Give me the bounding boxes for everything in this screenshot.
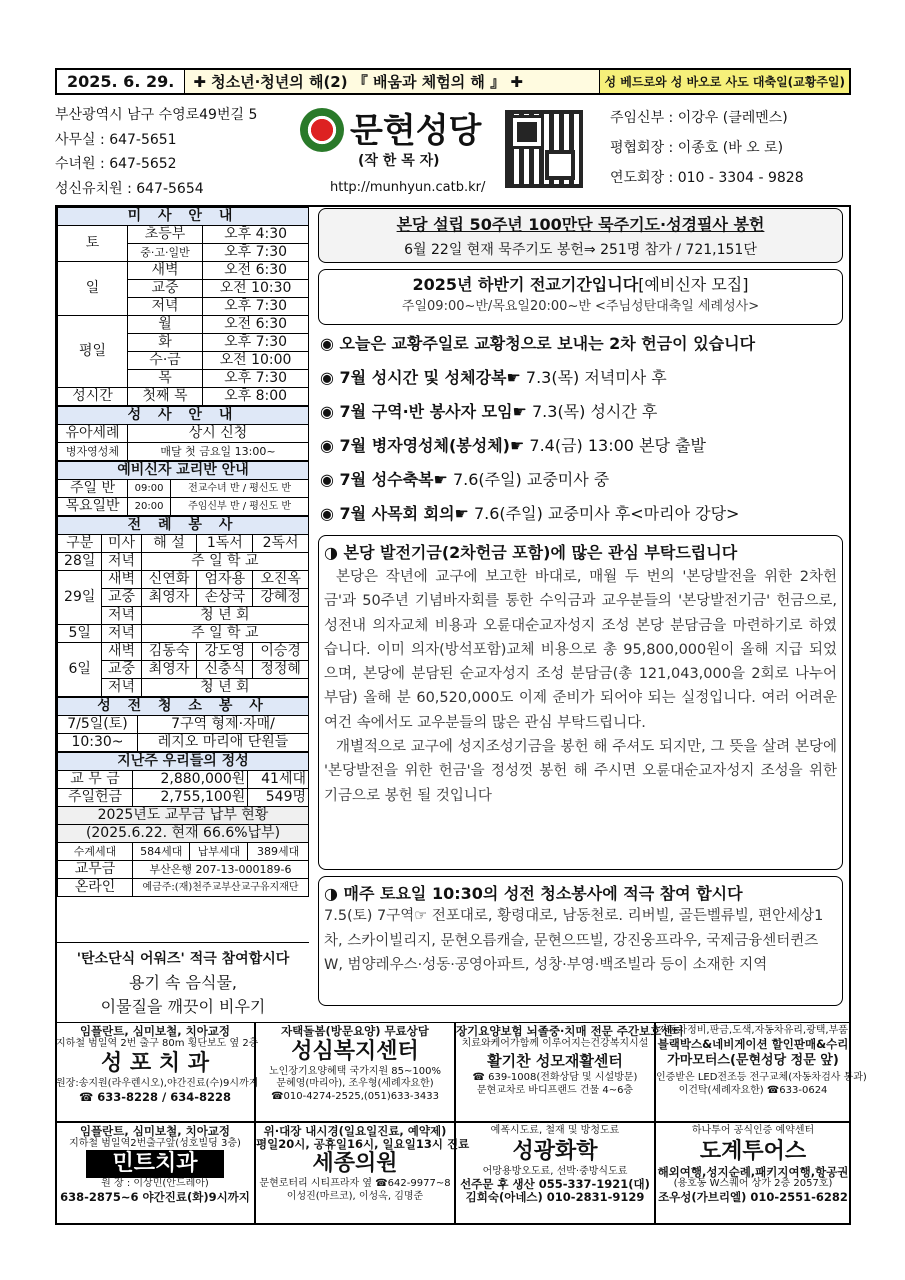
address: 부산광역시 남구 수영로49번길 5 [55, 107, 258, 123]
ad-sejong-clinic[interactable]: 위·대장 내시경(일요일진료, 예약제) 평일20시, 공휴일16시, 일요일13시 진료 세종의원 문현로터리 시티프라자 옆 ☎642-9977~8 이성진(마르코), 이성옥, 김명준 [255, 1122, 455, 1225]
header-bar [55, 68, 851, 95]
cell: 주일헌금 [58, 789, 133, 807]
cell: 새벽 [128, 262, 203, 280]
offering-title: 지난주 우리들의 정성 [58, 753, 309, 771]
development-fund-box [318, 535, 843, 870]
cell: 저녁 [128, 298, 203, 316]
cell: 매달 첫 금요일 13:00~ [128, 443, 309, 461]
cell: 2독서 [253, 535, 309, 553]
cell: 김동숙 [141, 643, 197, 661]
cell: 목 [128, 370, 203, 388]
cell: 구분 [58, 535, 102, 553]
anniversary-title: 본당 설립 50주년 100만단 묵주기도·성경필사 봉헌 [396, 215, 765, 234]
convent-phone: 수녀원 : 647-5652 [55, 156, 177, 172]
cell: 온라인 [58, 879, 133, 897]
cell: 레지오 마리애 단원들 [138, 734, 309, 752]
cell: 손상국 [197, 589, 253, 607]
cleaning-notice-title: ◑ 매주 토요일 10:30의 성전 청소봉사에 적극 참여 합시다 [324, 884, 743, 903]
cell: 주임신부 반 / 평신도 반 [171, 498, 309, 516]
cell: 28일 [58, 553, 102, 571]
right-column [318, 208, 843, 1006]
evangelization-detail: 주일09:00~반/목요일20:00~반 <주님성탄대축일 세례성사> [401, 299, 760, 314]
cell: 정정혜 [253, 661, 309, 679]
cell: 성시간 [58, 388, 128, 406]
anniversary-status: 6월 22일 현재 묵주기도 봉헌⇒ 251명 참가 / 721,151단 [404, 242, 757, 258]
evangelization-box [318, 269, 843, 325]
cell: 오진옥 [253, 571, 309, 589]
sacrament-table [57, 406, 309, 461]
cell: 교무금 [58, 861, 133, 879]
left-column [57, 207, 309, 897]
cell: 상시 신청 [128, 425, 309, 443]
cell: 목요일반 [58, 498, 128, 516]
cell: 저녁 [102, 679, 141, 697]
feast-label: 성 베드로와 성 바오로 사도 대축일(교황주일) [599, 70, 849, 93]
evangelization-title: 2025년 하반기 전교기간입니다 [412, 275, 639, 294]
cell: 2,880,000원 [133, 771, 248, 789]
cell: 오전 6:30 [203, 316, 309, 334]
ad-seongmo-rehab[interactable]: 장기요양보험 뇌졸중·치매 전문 주간보호센터 치료와케어가함께 이루어지는건강복지시설 활기찬 성모재활센터 ☎ 639-1008(전화상담 및 시설방문) 문현교차로 바디프랜드 건물 4~6층 [455, 1022, 655, 1122]
church-url[interactable]: http://munhyun.catb.kr/ [330, 180, 486, 195]
cell: 20:00 [128, 498, 171, 516]
notice-item: ◉ 7월 성수축복☛ 7.6(주일) 교중미사 중 [320, 470, 610, 489]
ad-mint-dental[interactable]: 임플란트, 심미보철, 치아교정 지하철 범일역2번출구앞(성호빌딩 3층) 민트치과 원 장 : 이상민(안드레아) 638-2875~6 야간진료(화)9시까지 [55, 1122, 255, 1225]
notice-item: ◉ 7월 성시간 및 성체강복☛ 7.3(목) 저녁미사 후 [320, 368, 667, 387]
cell: 1독서 [197, 535, 253, 553]
ad-dogye-tours[interactable]: 하나투어 공식인증 예약센터 도계투어스 해외여행,성지순례,패키지여행,항공권 (용호동 W스퀘어 상가 2층 2057호) 조우성(가브리엘) 010-2551-6282 [655, 1122, 851, 1225]
cell: 오전 10:30 [203, 280, 309, 298]
cell: 병자영성체 [58, 443, 128, 461]
cleaning-table [57, 697, 309, 752]
cell: 주 일 학 교 [141, 553, 308, 571]
cleaning-title: 성 전 청 소 봉 사 [58, 698, 309, 716]
cell: 09:00 [128, 480, 171, 498]
notice-list [318, 327, 843, 531]
cell: 첫째 목 [128, 388, 203, 406]
cell: 교 무 금 [58, 771, 133, 789]
notice-item: ◉ 7월 구역·반 봉사자 모임☛ 7.3(목) 성시간 후 [320, 402, 658, 421]
year-theme: ✚ 청소년·청년의 해(2) 『 배움과 체험의 해 』 ✚ [193, 73, 523, 91]
anniversary-box [318, 208, 843, 263]
slogan-line: '탄소단식 어워즈' 적극 참여합시다 [76, 951, 290, 967]
altar-service-table [57, 516, 309, 697]
sun-label: 일 [58, 262, 128, 316]
catechism-title: 예비신자 교리반 안내 [58, 462, 309, 480]
cell: 오후 8:00 [203, 388, 309, 406]
cell: 새벽 [102, 571, 141, 589]
cell: 청 년 회 [141, 679, 308, 697]
cell: 신충식 [197, 661, 253, 679]
evangelization-tag: [예비신자 모집] [638, 275, 749, 294]
kinder-phone: 성신유치원 : 647-5654 [55, 180, 204, 197]
cell: 신연화 [141, 571, 197, 589]
cleaning-notice-box [318, 876, 843, 1006]
cell: 중·고·일반 [128, 244, 203, 262]
slogan-line: 용기 속 음식물, [129, 973, 237, 992]
cell: 강도영 [197, 643, 253, 661]
cell: 오후 7:30 [203, 334, 309, 352]
staff-info [610, 103, 804, 193]
cell: 2,755,100원 [133, 789, 248, 807]
pastor: 주임신부 : 이강우 (클레멘스) [610, 110, 788, 126]
notice-item: ◉ 7월 사목회 회의☛ 7.6(주일) 교중미사 후<마리아 강당> [320, 504, 740, 523]
office-phone: 사무실 : 647-5651 [55, 131, 177, 148]
cell: 교중 [102, 661, 141, 679]
cell: 41세대 [248, 771, 309, 789]
cell: 미사 [102, 535, 141, 553]
cell: 수·금 [128, 352, 203, 370]
cell: 584세대 [133, 843, 190, 861]
mass-schedule-table [57, 207, 309, 406]
carbon-slogan [57, 942, 309, 1019]
cell: 청 년 회 [141, 607, 308, 625]
fund-title: ◑ 본당 발전기금(2차헌금 포함)에 많은 관심 부탁드립니다 [324, 543, 738, 562]
ad-gama-motors[interactable]: 자동차정비,판금,도색,자동차유리,광택,부품 블랙박스&네비게이션 할인판매&수리 가마모터스(문현성당 정문 앞) 인증받은 LED전조등 전구교체(자동차검사 통과) 이건탁(세례자요한) ☎633-0624 [655, 1022, 851, 1122]
church-patron: (작 한 목 자) [358, 153, 440, 169]
ad-seonggwang-chem[interactable]: 예폭시도료, 철재 및 방청도료 성광화학 어망용방오도료, 선박·중방식도료 선주문 후 생산 055-337-1921(대) 김희숙(아네스) 010-2831-9129 [455, 1122, 655, 1225]
cell: 부산은행 207-13-000189-6 [133, 861, 309, 879]
cell: 오후 7:30 [203, 370, 309, 388]
cell: 교중 [102, 589, 141, 607]
cell: 저녁 [102, 607, 141, 625]
cell: (2025.6.22. 현재 66.6%납부) [58, 825, 309, 843]
fund-paragraph: 본당은 작년에 교구에 보고한 바대로, 매월 두 번의 '본당발전을 위한 2차헌금'과 50주년 기념바자회를 통한 수익금과 교우분들의 '본당발전기금' 헌금으로, 성전내 의자교체 비용과 오륜대순교자성지 조성 본당 분담금을 마련하기로 하였습니다. 이미 의자(방석포함)교체 비용으로 총 95,800,000원이 올해 지급 되었으며, 본당에 분담된 순교자성지 조성 분담금(총 121,043,000을 2회로 나누어 부담) 올해 분 60,520,000도 이제 준비가 되어야 되는 실정입니다. 여러 어려운 여건 속에서도 교우분들의 많은 관심 부탁드립니다. [324, 569, 837, 731]
cell: 납부세대 [190, 843, 248, 861]
cell: 월 [128, 316, 203, 334]
cell: 초등부 [128, 226, 203, 244]
cell: 10:30~ [58, 734, 138, 752]
weekday-label: 평일 [58, 316, 128, 388]
cell: 해 설 [141, 535, 197, 553]
sacrament-title: 성 사 안 내 [58, 407, 309, 425]
cell: 주일 반 [58, 480, 128, 498]
cell: 전교수녀 반 / 평신도 반 [171, 480, 309, 498]
yeondo-president: 연도회장 : 010 - 3304 - 9828 [610, 170, 804, 186]
mass-title: 미 사 안 내 [58, 208, 309, 226]
cell: 주 일 학 교 [141, 625, 308, 643]
cell: 549명 [248, 789, 309, 807]
cell: 7구역 형제·자매/ [138, 716, 309, 734]
cell: 오전 10:00 [203, 352, 309, 370]
notice-item: ◉ 7월 병자영성체(봉성체)☛ 7.4(금) 13:00 본당 출발 [320, 436, 706, 455]
offering-table [57, 752, 309, 897]
cell: 수계세대 [58, 843, 133, 861]
cell: 29일 [58, 571, 102, 625]
altar-title: 전 례 봉 사 [58, 517, 309, 535]
cell: 오후 7:30 [203, 244, 309, 262]
cell: 오후 4:30 [203, 226, 309, 244]
cleaning-notice-text: 7.5(토) 7구역☞ 전포대로, 황령대로, 남동천로. 리버빌, 골든벨류빌, 편안세상1차, 스카이빌리지, 문현오름캐슬, 문현으뜨빌, 강진웅프라우, 국제금융센터퀸즈W, 범양레우스·성동·공영아파트, 성창·부영·백조빌라 등이 소재한 지역 [324, 908, 824, 973]
cell: 새벽 [102, 643, 141, 661]
ad-seongpo-dental[interactable]: 임플란트, 심미보철, 치아교정 지하철 범일역 2번 출구 80m 횡단보도 옆 2층 성 포 치 과 원장:송지원(라우렌시오),야간진료(수)9시까지 ☎ 633-8228 / 634-8228 [55, 1022, 255, 1122]
church-logo-icon [300, 108, 344, 152]
cell: 6일 [58, 643, 102, 697]
cell: 389세대 [248, 843, 309, 861]
cell: 저녁 [102, 625, 141, 643]
church-name: 문현성당 [350, 111, 482, 151]
church-contacts [55, 103, 257, 201]
fund-paragraph: 개별적으로 교구에 성지조성기금을 봉헌 해 주셔도 되지만, 그 뜻을 살려 본당에 '본당발전을 위한 헌금'을 정성껏 봉헌 해 주시면 오륜대순교자성지 조성을 위한 기금으로 봉헌 될 것입니다 [324, 739, 837, 804]
cell: 최영자 [141, 661, 197, 679]
cell: 7/5일(토) [58, 716, 138, 734]
cell: 이승경 [253, 643, 309, 661]
council-president: 평협회장 : 이종호 (바 오 로) [610, 140, 784, 156]
cell: 엄자용 [197, 571, 253, 589]
catechism-table [57, 461, 309, 516]
cell: 예금주:(재)천주교부산교구유지재단 [133, 879, 309, 897]
cell: 유아세례 [58, 425, 128, 443]
bulletin-date: 2025. 6. 29. [57, 70, 185, 93]
cell: 강혜정 [253, 589, 309, 607]
qr-code-icon[interactable] [505, 110, 583, 188]
slogan-line: 이물질을 깨끗이 비우기 [100, 997, 266, 1016]
cell: 최영자 [141, 589, 197, 607]
cell: 교중 [128, 280, 203, 298]
notice-item: ◉ 오늘은 교황주일로 교황청으로 보내는 2차 헌금이 있습니다 [320, 334, 756, 353]
cell: 오전 6:30 [203, 262, 309, 280]
sat-label: 토 [58, 226, 128, 262]
cell: 화 [128, 334, 203, 352]
cell: 2025년도 교무금 납부 현황 [58, 807, 309, 825]
cell: 오후 7:30 [203, 298, 309, 316]
cell: 저녁 [102, 553, 141, 571]
cell: 5일 [58, 625, 102, 643]
ad-seongsim-welfare[interactable]: 자택돌봄(방문요양) 무료상담 성심복지센터 노인장기요양혜택 국가지원 85~100% 문혜영(마리아), 조우형(세례자요한) ☎010-4274-2525,(051)633-3433 [255, 1022, 455, 1122]
